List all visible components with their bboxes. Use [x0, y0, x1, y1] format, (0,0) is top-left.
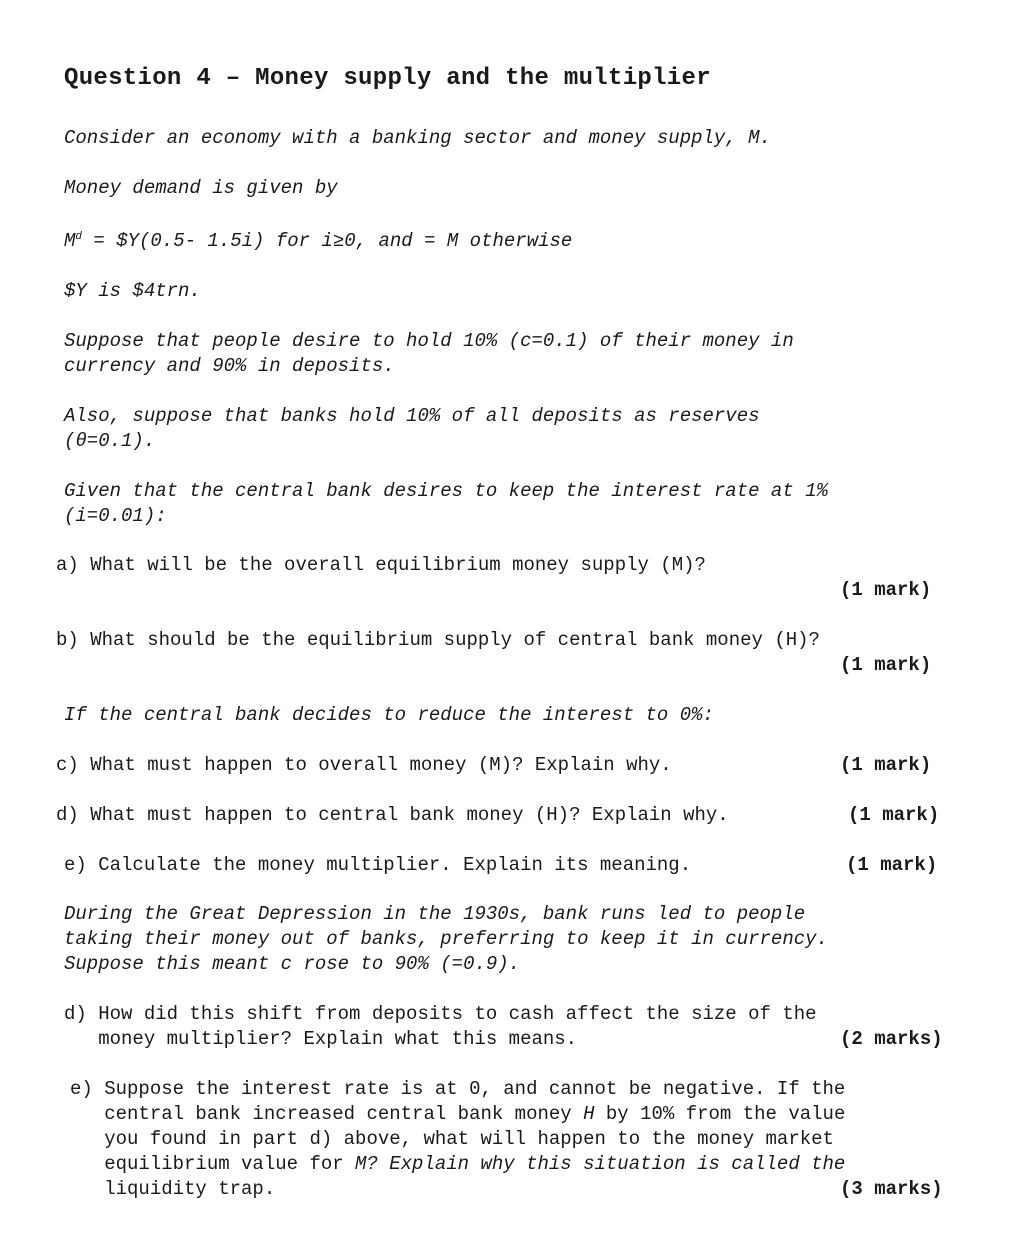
depression-line-1: During the Great Depression in the 1930s, bank runs led to people [64, 903, 806, 925]
question-e2-line-4 [70, 1152, 845, 1177]
question-a: a) What will be the overall equilibrium money supply (M)? [56, 554, 706, 576]
reduce-rate-intro: If the central bank decides to reduce the interest to 0%: [64, 704, 714, 726]
intro-money-demand: Money demand is given by [64, 177, 338, 199]
reserves-line-1: Also, suppose that banks hold 10% of all deposits as reserves [64, 405, 760, 427]
question-e2-line-5: liquidity trap. [70, 1178, 276, 1200]
question-title: Question 4 – Money supply and the multiplier [64, 65, 711, 92]
question-e2-marks: (3 marks) [840, 1178, 943, 1200]
income-statement: $Y is $4trn. [64, 280, 201, 302]
question-e2-line-4a: equilibrium value for [70, 1153, 356, 1175]
depression-line-2: taking their money out of banks, preferring to keep it in currency. [64, 928, 828, 950]
question-d2-line-1: d) How did this shift from deposits to cash affect the size of the [64, 1003, 817, 1025]
question-c: c) What must happen to overall money (M)? Explain why. [56, 754, 672, 776]
given-line-2: (i=0.01): [64, 505, 167, 527]
question-d2-marks: (2 marks) [840, 1028, 943, 1050]
question-e2-line-3: you found in part d) above, what will happen to the money market [70, 1128, 834, 1150]
question-e2-line-2c: by 10% from the value [594, 1103, 846, 1125]
variable-h: H [583, 1103, 595, 1125]
currency-preference-line-2: currency and 90% in deposits. [64, 355, 395, 377]
depression-line-3: Suppose this meant c rose to 90% (=0.9). [64, 953, 521, 975]
question-d: d) What must happen to central bank money (H)? Explain why. [56, 804, 729, 826]
intro-consider: Consider an economy with a banking sector and money supply, M. [64, 127, 771, 149]
question-e2-line-2a: central bank increased central bank money [70, 1103, 584, 1125]
currency-preference-line-1: Suppose that people desire to hold 10% (c=0.1) of their money in [64, 330, 794, 352]
question-d2-line-2: money multiplier? Explain what this means. [64, 1028, 578, 1050]
question-b: b) What should be the equilibrium supply of central bank money (H)? [56, 629, 820, 651]
reserves-line-2: (θ=0.1). [64, 430, 156, 452]
money-demand-formula [64, 229, 572, 254]
question-e2-line-2 [70, 1102, 845, 1127]
question-a-marks: (1 mark) [840, 579, 932, 601]
question-e-marks: (1 mark) [846, 854, 938, 876]
question-d-marks: (1 mark) [848, 804, 940, 826]
md-formula-rest: = $Y(0.5- 1.5i) for i≥0, and = M otherwise [82, 230, 573, 252]
question-e: e) Calculate the money multiplier. Explain its meaning. [64, 854, 692, 876]
md-superscript: d [75, 231, 83, 243]
md-symbol: M [64, 230, 76, 252]
given-line-1: Given that the central bank desires to keep the interest rate at 1% [64, 480, 828, 502]
question-e2-line-4b: M? Explain why this situation is called the [355, 1153, 846, 1175]
question-b-marks: (1 mark) [840, 654, 932, 676]
question-c-marks: (1 mark) [840, 754, 932, 776]
question-e2-line-1: e) Suppose the interest rate is at 0, and cannot be negative. If the [70, 1078, 846, 1100]
